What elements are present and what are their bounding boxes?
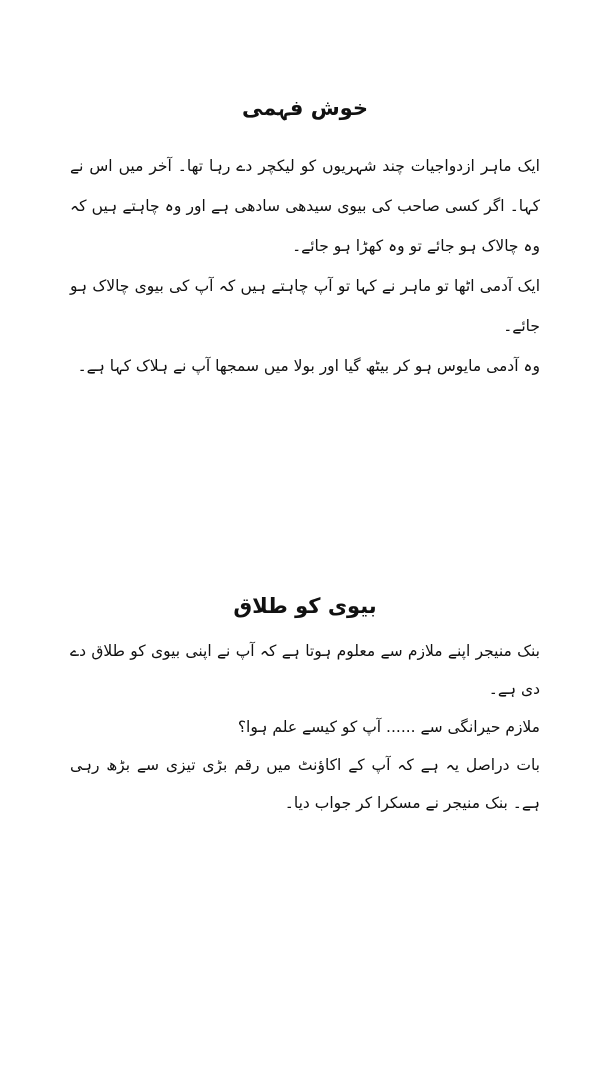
story-paragraph: بات دراصل یہ ہے کہ آپ کے اکاؤنٹ میں رقم بڑی تیزی سے بڑھ رہی ہے۔ بنک منیجر نے مسکرا کر جواب دیا۔ — [70, 756, 540, 812]
story-paragraph: ایک ماہر ازدواجیات چند شہریوں کو لیکچر دے رہا تھا۔ آخر میں اس نے کہا۔ اگر کسی صاحب کی بیوی سیدھی سادھی ہے اور وہ چاہتے ہیں کہ وہ چالاک ہو جائے تو وہ کھڑا ہو جائے۔ — [70, 157, 540, 255]
story-paragraph: بنک منیجر اپنے ملازم سے معلوم ہوتا ہے کہ آپ نے اپنی بیوی کو طلاق دے دی ہے۔ — [70, 642, 540, 698]
story-paragraph: وہ آدمی مایوس ہو کر بیٹھ گیا اور بولا میں سمجھا آپ نے ہلاک کہا ہے۔ — [77, 357, 540, 375]
story-title: خوش فہمی — [242, 96, 368, 120]
story-title: بیوی کو طلاق — [233, 594, 377, 618]
story-khush-fehmi — [70, 92, 540, 386]
story-paragraph: ایک آدمی اٹھا تو ماہر نے کہا تو آپ چاہتے ہیں کہ آپ کی بیوی چالاک ہو جائے۔ — [70, 277, 540, 335]
story-biwi-ko-talaq — [70, 590, 540, 822]
story-paragraph: ملازم حیرانگی سے ...... آپ کو کیسے علم ہوا؟ — [237, 718, 540, 736]
